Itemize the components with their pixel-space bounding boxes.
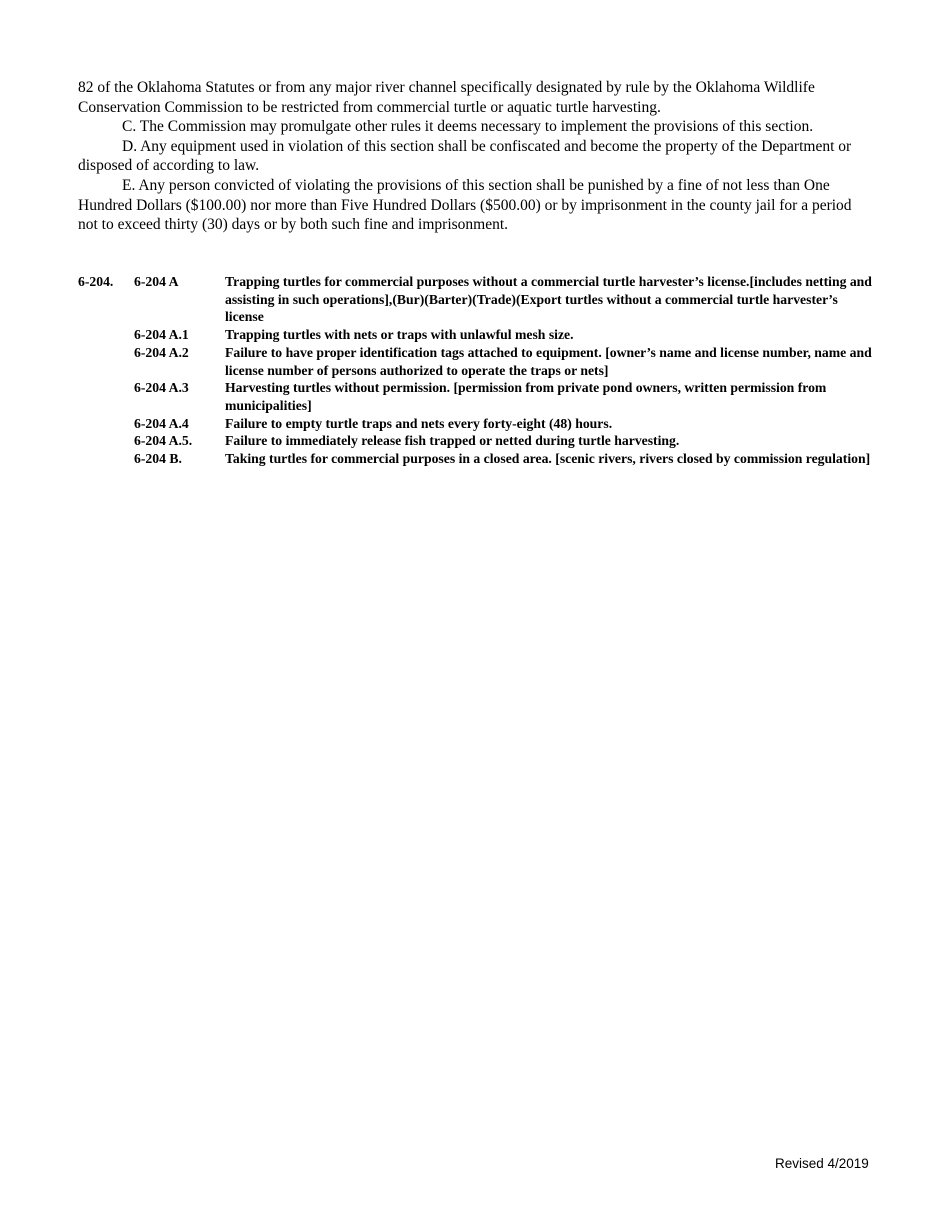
table-row <box>78 432 878 450</box>
violation-code: 6-204 A.2 <box>134 344 189 360</box>
violation-code: 6-204 A.4 <box>134 415 189 431</box>
violation-description: Trapping turtles with nets or traps with unlawful mesh size. <box>225 327 574 343</box>
table-row <box>78 273 878 326</box>
paragraph-c: C. The Commission may promulgate other rules it deems necessary to implement the provisions of this section. <box>122 118 814 136</box>
violation-code: 6-204 B. <box>134 451 182 467</box>
paragraph-continuation: 82 of the Oklahoma Statutes or from any major river channel specifically designated by rule by the Oklahoma Wildlife Conservation Commission to be restricted from commercial turtle or aquatic turtle harvesting. <box>78 79 815 116</box>
violation-description: Failure to immediately release fish trapped or netted during turtle harvesting. <box>225 433 680 449</box>
table-row <box>78 450 878 468</box>
paragraph-e: E. Any person convicted of violating the provisions of this section shall be punished by a fine of not less than One Hundred Dollars ($100.00) nor more than Five Hundred Dollars ($500.00) or by imprisonment in the county jail for a period not to exceed thirty (30) days or by both such fine and imprisonment. <box>78 176 852 234</box>
violation-code: 6-204 A <box>134 274 179 289</box>
violations-table <box>78 273 878 468</box>
violation-code: 6-204 A.5. <box>134 433 193 449</box>
violation-code: 6-204 A.3 <box>134 380 189 396</box>
violation-code: 6-204 A.1 <box>134 327 189 343</box>
table-row <box>78 379 878 414</box>
statute-text <box>78 78 873 235</box>
violation-description: Failure to empty turtle traps and nets every forty-eight (48) hours. <box>225 415 613 431</box>
paragraph-d: D. Any equipment used in violation of this section shall be confiscated and become the property of the Department or disposed of according to law. <box>78 137 852 175</box>
table-row <box>78 415 878 433</box>
revision-date: Revised 4/2019 <box>775 1156 869 1171</box>
table-row <box>78 326 878 344</box>
table-row <box>78 344 878 379</box>
violation-description: Harvesting turtles without permission. [permission from private pond owners, written permission from municipalities] <box>225 380 827 413</box>
violation-description: Taking turtles for commercial purposes in a closed area. [scenic rivers, rivers closed by commission regulation] <box>225 451 871 467</box>
violation-description: Trapping turtles for commercial purposes without a commercial turtle harvester’s license.[includes netting and assisting in such operations],(Bur)(Barter)(Trade)(Export turtles without a commercial turtle harvester’s license <box>225 274 872 325</box>
section-number: 6-204. <box>78 274 114 289</box>
violation-description: Failure to have proper identification tags attached to equipment. [owner’s name and license number, name and license number of persons authorized to operate the traps or nets] <box>225 344 872 378</box>
